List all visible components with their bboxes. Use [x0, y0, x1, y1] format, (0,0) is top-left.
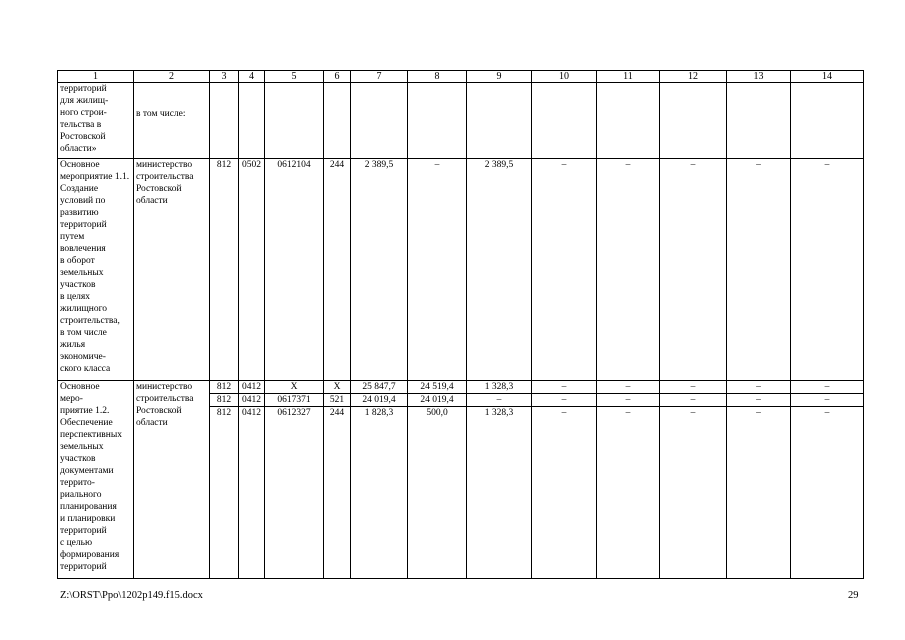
text-line: для жилищ- — [60, 96, 109, 106]
value-line: 0412 — [239, 381, 264, 394]
value-line: – — [561, 408, 567, 418]
text-line: мероприятие 1.1. — [60, 172, 130, 182]
file-path: Z:\ORST\Ppo\1202p149.f15.docx — [60, 590, 203, 601]
text-line: и планировки — [60, 514, 116, 524]
text-line: Создание — [60, 184, 99, 194]
text-line: риального — [60, 490, 102, 500]
value-cell: 2 389,5 — [467, 159, 532, 381]
value-line: – — [660, 381, 726, 394]
header-cell: 2 — [134, 71, 210, 83]
text-line: планирования — [60, 502, 117, 512]
text-line: жилья — [60, 340, 86, 350]
value-cell — [408, 381, 467, 579]
value-cell: – — [532, 159, 597, 381]
text-line: ского класса — [60, 364, 111, 374]
value-cell — [239, 381, 265, 579]
value-line: 24 019,4 — [408, 394, 466, 407]
value-cell — [467, 381, 532, 579]
table-row — [58, 83, 864, 159]
value-line: 1 328,3 — [484, 408, 514, 418]
value-line: X — [324, 381, 350, 394]
value-line: 812 — [210, 381, 238, 394]
value-line: – — [597, 394, 659, 407]
header-cell: 9 — [467, 71, 532, 83]
value-cell: 0612104 — [265, 159, 324, 381]
text-line: Ростовской — [136, 184, 182, 194]
text-line: Основное — [60, 382, 100, 392]
text-line: приятие 1.2. — [60, 406, 110, 416]
text-line: территорий — [60, 220, 107, 230]
value-cell: 244 — [324, 159, 351, 381]
value-line: – — [625, 408, 631, 418]
header-cell: 10 — [532, 71, 597, 83]
text-line: строительства — [136, 172, 194, 182]
text-line: министерство — [136, 160, 193, 170]
text-line: тельства в — [60, 120, 102, 130]
value-cell — [597, 381, 660, 579]
value-cell: – — [408, 159, 467, 381]
header-cell: 6 — [324, 71, 351, 83]
value-cell — [791, 381, 864, 579]
text-line: строительства, — [60, 316, 120, 326]
text-line: территорий — [60, 562, 107, 572]
value-cell — [532, 381, 597, 579]
text-line: развитию — [60, 208, 99, 218]
value-cell: – — [660, 159, 727, 381]
text-line: в том числе — [60, 328, 107, 338]
text-line: условий по — [60, 196, 106, 206]
value-cell — [660, 381, 727, 579]
header-cell: 8 — [408, 71, 467, 83]
header-cell: 1 — [58, 71, 134, 83]
table-row — [58, 381, 864, 579]
value-line: 24 519,4 — [408, 381, 466, 394]
row-b-description — [58, 159, 134, 381]
value-line: – — [727, 394, 790, 407]
value-line: – — [791, 394, 863, 407]
value-cell — [265, 381, 324, 579]
value-line: – — [791, 381, 863, 394]
value-cell: – — [791, 159, 864, 381]
value-line: 521 — [324, 394, 350, 407]
value-line: 812 — [210, 394, 238, 407]
value-line: 0412 — [242, 408, 261, 418]
value-line: – — [597, 381, 659, 394]
budget-table — [57, 70, 864, 579]
value-line: 25 847,7 — [351, 381, 407, 394]
value-line: – — [660, 394, 726, 407]
value-line: 0612327 — [277, 408, 311, 418]
value-line: – — [824, 408, 830, 418]
text-line: документами — [60, 466, 114, 476]
value-line: – — [532, 394, 596, 407]
text-line: Основное — [60, 160, 100, 170]
text-line: в оборот — [60, 256, 95, 266]
value-cell: 2 389,5 — [351, 159, 408, 381]
text-line: строительства — [136, 394, 194, 404]
text-line: перспективных — [60, 430, 122, 440]
header-cell: 4 — [239, 71, 265, 83]
text-line: путем — [60, 232, 85, 242]
value-cell — [210, 381, 239, 579]
text-line: меро- — [60, 394, 83, 404]
row-a-description — [58, 83, 134, 159]
text-line: министерство — [136, 382, 193, 392]
text-line: области» — [60, 144, 97, 154]
value-line: 0617371 — [265, 394, 323, 407]
table-row — [58, 159, 864, 381]
value-line: – — [467, 394, 531, 407]
value-line: 0412 — [239, 394, 264, 407]
value-line: X — [265, 381, 323, 394]
value-line: 244 — [329, 408, 345, 418]
header-cell: 11 — [597, 71, 660, 83]
value-cell — [324, 381, 351, 579]
text-line: территорий — [60, 84, 107, 94]
row-a-executor: в том числе: — [134, 83, 210, 159]
text-line: области — [136, 196, 168, 206]
value-cell: 812 — [210, 159, 239, 381]
value-cell: – — [727, 159, 791, 381]
text-line: Ростовской — [60, 132, 106, 142]
text-line: Ростовской — [136, 406, 182, 416]
value-line: – — [756, 408, 761, 418]
value-cell: 0502 — [239, 159, 265, 381]
value-cell — [727, 381, 791, 579]
header-cell: 12 — [660, 71, 727, 83]
value-line: 500,0 — [426, 408, 448, 418]
header-row — [58, 71, 864, 83]
text-line: с целью — [60, 538, 93, 548]
text-line: участков — [60, 280, 96, 290]
value-line: – — [532, 381, 596, 394]
header-cell: 7 — [351, 71, 408, 83]
text-line: в целях — [60, 292, 91, 302]
text-line: земельных — [60, 268, 104, 278]
value-line: 1 828,3 — [364, 408, 394, 418]
text-line: жилищного — [60, 304, 108, 314]
value-cell: – — [597, 159, 660, 381]
text-line: экономиче- — [60, 352, 106, 362]
text-line: террито- — [60, 478, 95, 488]
value-line: – — [690, 408, 696, 418]
header-cell: 13 — [727, 71, 791, 83]
value-line: 812 — [216, 408, 232, 418]
header-cell: 14 — [791, 71, 864, 83]
text-line: участков — [60, 454, 96, 464]
text-line: вовлечения — [60, 244, 106, 254]
value-cell — [351, 381, 408, 579]
text-line: Обеспечение — [60, 418, 113, 428]
header-cell: 3 — [210, 71, 239, 83]
value-line: 24 019,4 — [351, 394, 407, 407]
text-line: территорий — [60, 526, 107, 536]
value-line: 1 328,3 — [467, 381, 531, 394]
text-line: области — [136, 418, 168, 428]
header-cell: 5 — [265, 71, 324, 83]
text-line: земельных — [60, 442, 104, 452]
row-c-description — [58, 381, 134, 579]
text-line: формирования — [60, 550, 120, 560]
text-line: ного строи- — [60, 108, 107, 118]
row-b-executor — [134, 159, 210, 381]
page-number: 29 — [848, 590, 859, 601]
row-c-executor — [134, 381, 210, 579]
value-line: – — [727, 381, 790, 394]
